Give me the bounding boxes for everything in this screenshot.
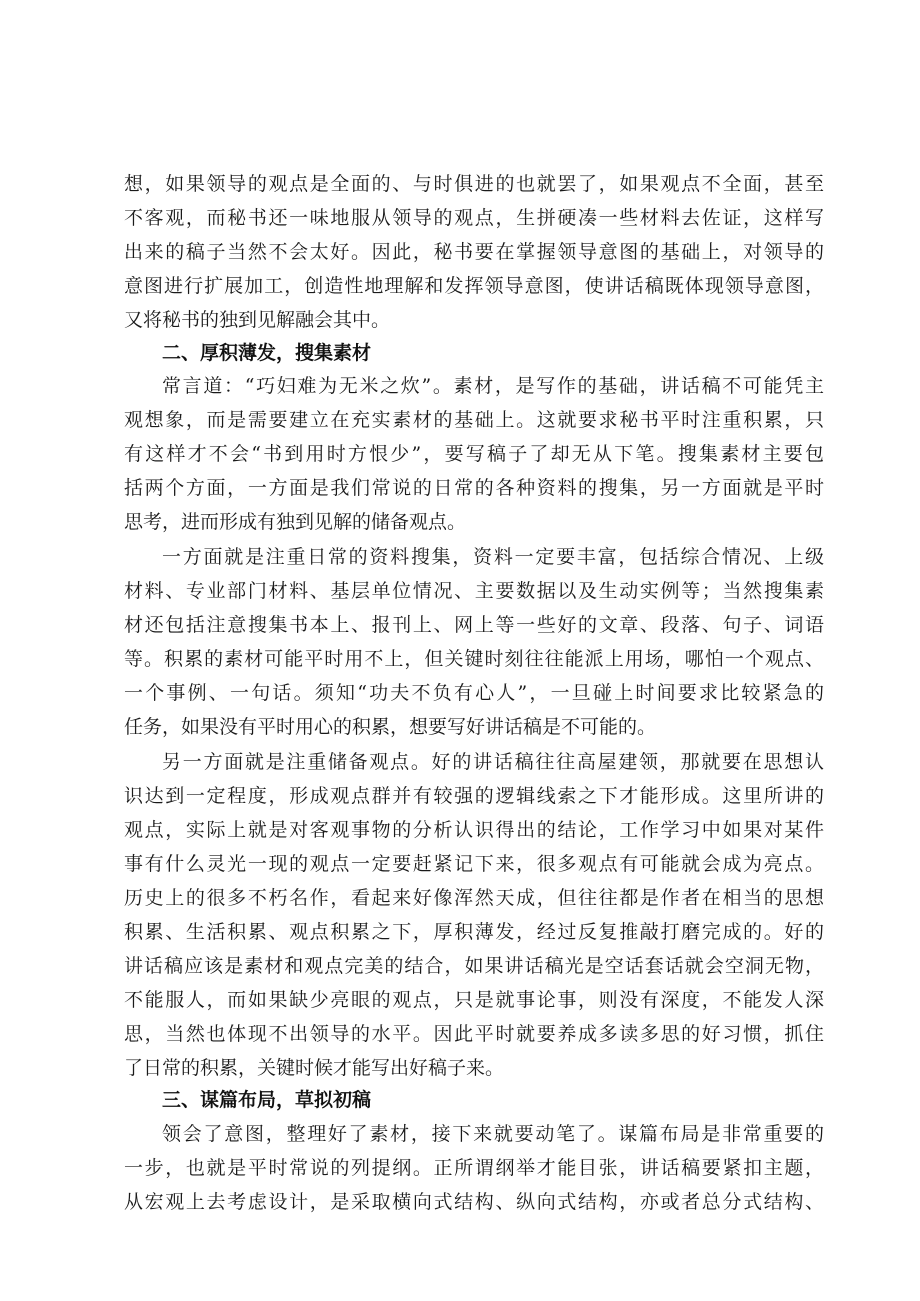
text-line: 一个事例、一句话。须知“功夫不负有心人”，一旦碰上时间要求比较紧急的 bbox=[124, 682, 824, 704]
text-line: 观想象，而是需要建立在充实素材的基础上。这就要求秘书平时注重积累，只 bbox=[124, 409, 824, 431]
text-line: 从宏观上去考虑设计，是采取横向式结构、纵向式结构，亦或者总分式结构、 bbox=[124, 1191, 824, 1213]
text-line: 历史上的很多不朽名作，看起来好像浑然天成，但往往都是作者在相当的思想 bbox=[124, 887, 824, 909]
text-line: 事有什么灵光一现的观点一定要赶紧记下来，很多观点有可能就会成为亮点。 bbox=[124, 853, 824, 875]
text-line: 材还包括注意搜集书本上、报刊上、网上等一些好的文章、段落、句子、词语 bbox=[124, 614, 824, 636]
text-line: 了日常的积累，关键时候才能写出好稿子来。 bbox=[124, 1057, 505, 1079]
text-line: 一步，也就是平时常说的列提纲。正所谓纲举才能目张，讲话稿要紧扣主题， bbox=[124, 1157, 824, 1179]
text-line: 另一方面就是注重储备观点。好的讲话稿往往高屋建领，那就要在思想认 bbox=[162, 751, 824, 773]
text-line: 材料、专业部门材料、基层单位情况、主要数据以及生动实例等；当然搜集素 bbox=[124, 580, 824, 602]
text-line: 一方面就是注重日常的资料搜集，资料一定要丰富，包括综合情况、上级 bbox=[162, 546, 824, 568]
text-line: 常言道：“巧妇难为无米之炊”。素材，是写作的基础，讲话稿不可能凭主 bbox=[162, 375, 824, 397]
text-line: 观点，实际上就是对客观事物的分析认识得出的结论，工作学习中如果对某件 bbox=[124, 819, 824, 841]
text-line: 想，如果领导的观点是全面的、与时俱进的也就罢了，如果观点不全面，甚至 bbox=[124, 173, 824, 195]
text-line: 等。积累的素材可能平时用不上，但关键时刻往往能派上用场，哪怕一个观点、 bbox=[124, 648, 824, 670]
text-line: 领会了意图，整理好了素材，接下来就要动笔了。谋篇布局是非常重要的 bbox=[162, 1123, 824, 1145]
text-line: 出来的稿子当然不会太好。因此，秘书要在掌握领导意图的基础上，对领导的 bbox=[124, 241, 824, 263]
text-line: 识达到一定程度，形成观点群并有较强的逻辑线索之下才能形成。这里所讲的 bbox=[124, 785, 824, 807]
text-line: 思考，进而形成有独到见解的储备观点。 bbox=[124, 511, 467, 533]
text-line: 又将秘书的独到见解融会其中。 bbox=[124, 309, 391, 331]
text-line: 思，当然也体现不出领导的水平。因此平时就要养成多读多思的好习惯，抓住 bbox=[124, 1023, 824, 1045]
text-line: 意图进行扩展加工，创造性地理解和发挥领导意图，使讲话稿既体现领导意图， bbox=[124, 275, 824, 297]
text-line: 括两个方面，一方面是我们常说的日常的各种资料的搜集，另一方面就是平时 bbox=[124, 477, 824, 499]
text-line: 讲话稿应该是素材和观点完美的结合，如果讲话稿光是空话套话就会空洞无物， bbox=[124, 955, 824, 977]
section-heading: 三、谋篇布局，草拟初稿 bbox=[162, 1089, 372, 1111]
text-line: 任务，如果没有平时用心的积累，想要写好讲话稿是不可能的。 bbox=[124, 716, 657, 738]
text-line: 有这样才不会“书到用时方恨少”，要写稿子了却无从下笔。搜集素材主要包 bbox=[124, 443, 824, 465]
text-line: 不客观，而秘书还一味地服从领导的观点，生拼硬凑一些材料去佐证，这样写 bbox=[124, 207, 824, 229]
section-heading: 二、厚积薄发，搜集素材 bbox=[162, 342, 372, 364]
text-line: 积累、生活积累、观点积累之下，厚积薄发，经过反复推敲打磨完成的。好的 bbox=[124, 921, 824, 943]
text-line: 不能服人，而如果缺少亮眼的观点，只是就事论事，则没有深度，不能发人深 bbox=[124, 989, 824, 1011]
